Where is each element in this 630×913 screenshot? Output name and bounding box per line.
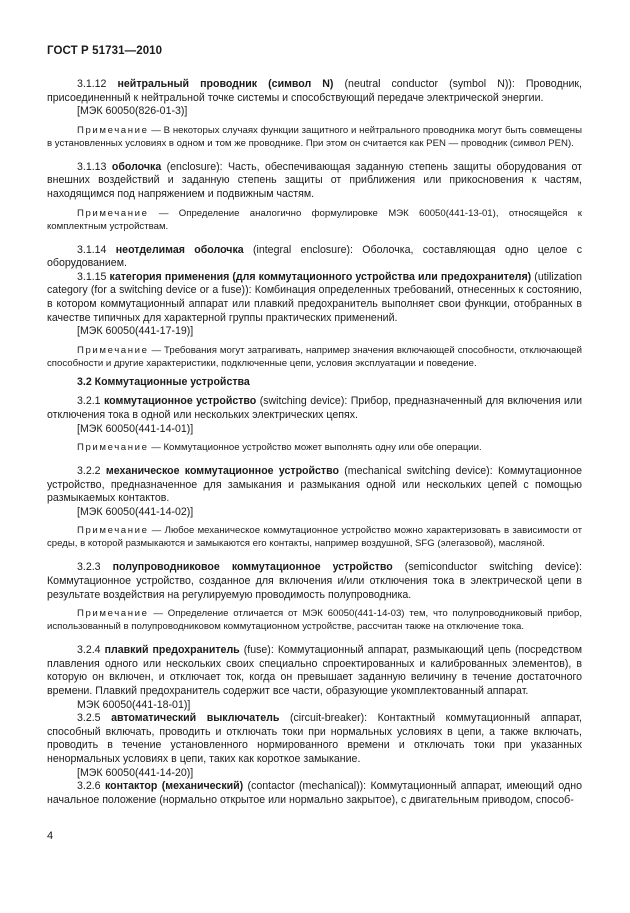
- standard-header: ГОСТ Р 51731—2010: [47, 45, 163, 57]
- note-paragraph: [47, 441, 582, 454]
- term-name: оболочка: [111, 160, 162, 173]
- term-body: (enclosure): Часть, обеспечивающая заданную степень защиты оборудования от внешних воздействий и заданную степень защиты от приближения или прикосновения к частям, находящимся под напряжением и подвижным частям.: [47, 160, 582, 200]
- note-paragraph: [47, 344, 582, 370]
- term-number: 3.2.4: [77, 644, 105, 657]
- note-text: — Коммутационное устройство может выполнять одну или обе операции.: [148, 442, 482, 454]
- term-number: 3.1.13: [77, 160, 112, 173]
- term-name: автоматический выключатель: [111, 712, 280, 725]
- page-number: 4: [47, 830, 54, 842]
- note-text: — Любое механическое коммутационное устройство можно характеризовать в зависимости от среды, в которой размыкаются и замыкаются его контакты, например воздушной, SFG (элегазовой), масляной.: [47, 525, 582, 550]
- note-text: — Определение аналогично формулировке МЭК 60050(441-13-01), относящейся к комплектным устройствам.: [47, 207, 582, 232]
- term-body: (contactor (mechanical)): Коммутационный аппарат, имеющий одно начальное положение (нормально открытое или нормально закрытое), с двигательным приводом, способ-: [47, 780, 582, 806]
- term-reference: [МЭК 60050(441-14-01)]: [77, 422, 194, 435]
- term-name: полупроводниковое коммутационное устройство: [112, 561, 393, 574]
- term-name: неотделимая оболочка: [115, 243, 244, 256]
- term-body: (integral enclosure): Оболочка, составляющая одно целое с оборудованием.: [47, 243, 582, 270]
- term-definition: [47, 712, 582, 766]
- term-definition: [47, 161, 582, 202]
- note-paragraph: [47, 124, 582, 150]
- note-text: — Требования могут затрагивать, например значения включающей способности, отключающей способности и другие характеристики, подключенные цепи, условия эксплуатации и поведение.: [47, 344, 582, 369]
- term-reference: МЭК 60050(441-18-01)]: [77, 698, 191, 711]
- term-name: контактор (механический): [104, 780, 244, 793]
- term-body: (circuit-breaker): Контактный коммутационный аппарат, способный включать, проводить и отключать токи при нормальных условиях в цепи, а также включать, проводить в течение установленного нормированного времени и отключать токи при указанных ненормальных условиях в цепи, таких как короткое замыкание.: [47, 712, 583, 765]
- term-reference: [МЭК 60050(826-01-3)]: [77, 105, 188, 118]
- document-body: [47, 78, 582, 807]
- note-label: Примечание: [77, 608, 149, 620]
- term-definition: [47, 780, 582, 807]
- term-definition: [47, 465, 582, 506]
- term-number: 3.1.14: [77, 243, 116, 256]
- term-number: 3.1.12: [77, 78, 118, 90]
- term-body: (mechanical switching device): Коммутационное устройство, предназначенное для замыкания и размыкания одной или нескольких цепей с помощью размыкаемых контактов.: [47, 465, 582, 505]
- note-label: Примечание: [77, 207, 149, 219]
- note-label: Примечание: [77, 442, 149, 454]
- term-name: плавкий предохранитель: [104, 644, 240, 657]
- term-body: (utilization category (for a switching device or a fuse)): Комбинация определенных требований, отнесенных к состоянию, в котором коммутационный аппарат или плавкий предохранитель выполняет свои функции, отобранных в качестве типичных для характерной группы практических применений.: [47, 270, 582, 324]
- note-label: Примечание: [77, 344, 149, 356]
- note-label: Примечание: [77, 124, 149, 136]
- term-name: нейтральный проводник (символ N): [117, 78, 334, 90]
- term-reference: [МЭК 60050(441-14-20)]: [77, 766, 194, 779]
- term-definition: [47, 271, 582, 325]
- term-definition: [47, 78, 582, 105]
- note-paragraph: [47, 207, 582, 233]
- note-paragraph: [47, 524, 582, 550]
- term-reference: [МЭК 60050(441-14-02)]: [77, 505, 194, 518]
- term-definition: [47, 561, 582, 602]
- term-body: (switching device): Прибор, предназначенный для включения или отключения тока в одной или нескольких электрических цепях.: [47, 395, 582, 421]
- note-text: — Определение отличается от МЭК 60050(441-14-03) тем, что полупроводниковый прибор, использованный в полупроводниковом коммутационном устройстве, рассчитан также на отключение тока.: [47, 608, 582, 633]
- term-body: (neutral conductor (symbol N)): Проводник, присоединенный к нейтральной точке системы и способствующий передаче электрической энергии.: [47, 78, 582, 104]
- term-reference: [МЭК 60050(441-17-19)]: [77, 325, 194, 338]
- term-definition: [47, 395, 582, 422]
- term-body: (semiconductor switching device): Коммутационное устройство, созданное для включения и/или отключения тока в электрической цепи в результате воздействия на регулируемую проводимость полупроводника.: [47, 561, 582, 601]
- term-definition: [47, 644, 582, 698]
- section-heading: 3.2 Коммутационные устройства: [77, 375, 250, 388]
- term-body: (fuse): Коммутационный аппарат, размыкающий цепь (посредством плавления одного или нескольких своих специально спроектированных и калиброванных элементов), в которую он включен, и отключает ток, когда он превышает заданную величину в течение достаточного времени. Плавкий предохранитель содержит все части, образующие укомплектованный аппарат.: [47, 644, 582, 698]
- term-number: 3.1.15: [77, 270, 110, 283]
- note-text: — В некоторых случаях функции защитного и нейтрального проводника могут быть совмещены в установленных условиях в одном и том же проводнике. При этом он считается как PEN — проводник (символ PEN).: [47, 124, 582, 149]
- term-name: механическое коммутационное устройство: [105, 465, 339, 478]
- note-label: Примечание: [77, 525, 149, 537]
- term-name: категория применения (для коммутационного устройства или предохранителя): [109, 270, 532, 283]
- term-number: 3.2.3: [77, 561, 113, 574]
- term-number: 3.2.2: [77, 465, 106, 478]
- term-name: коммутационное устройство: [103, 395, 257, 408]
- term-number: 3.2.6: [77, 780, 105, 793]
- term-number: 3.2.5: [77, 712, 112, 725]
- term-number: 3.2.1: [77, 395, 104, 408]
- term-definition: [47, 244, 582, 271]
- note-paragraph: [47, 607, 582, 633]
